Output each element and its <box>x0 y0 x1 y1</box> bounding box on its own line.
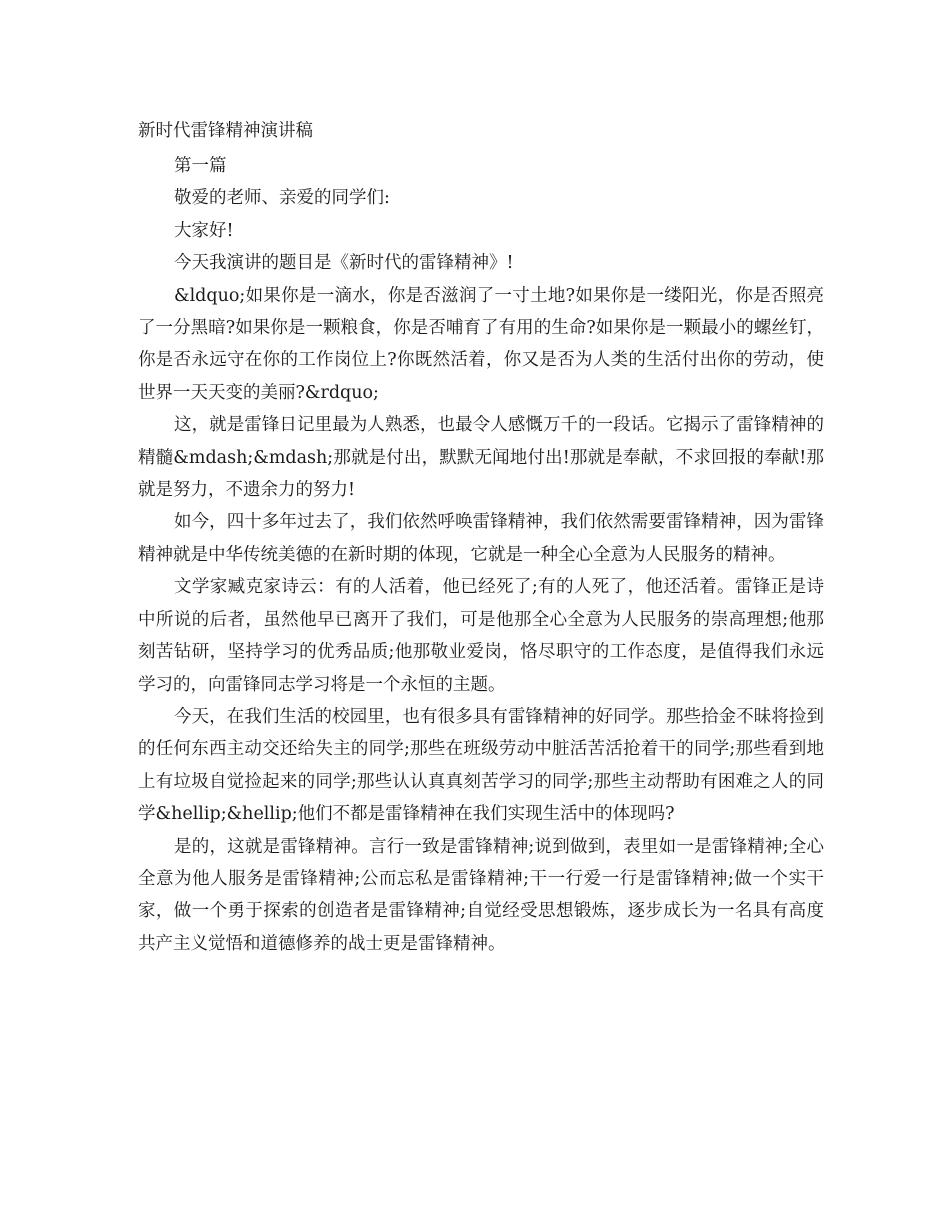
body-paragraph: &ldquo;如果你是一滴水，你是否滋润了一寸土地?如果你是一缕阳光，你是否照亮了一分黑暗?如果你是一颗粮食，你是否哺育了有用的生命?如果你是一颗最小的螺丝钉，你是否永远守在你的工作岗位上?你既然活着，你又是否为人类的生活付出你的劳动，使世界一天天变的美丽?&rdquo; <box>138 285 824 403</box>
greeting: 大家好! <box>174 220 234 241</box>
body-paragraph: 这，就是雷锋日记里最为人熟悉，也最令人感慨万千的一段话。它揭示了雷锋精神的精髓&mdash;&mdash;那就是付出，默默无闻地付出!那就是奉献，不求回报的奉献!那就是努力，不遗余力的努力! <box>138 415 824 501</box>
document-page <box>138 115 824 960</box>
salutation: 敬爱的老师、亲爱的同学们: <box>174 188 390 209</box>
body-paragraph: 今天，在我们生活的校园里，也有很多具有雷锋精神的好同学。那些拾金不昧将捡到的任何东西主动交还给失主的同学;那些在班级劳动中脏活苦活抢着干的同学;那些看到地上有垃圾自觉捡起来的同学;那些认认真真刻苦学习的同学;那些主动帮助有困难之人的同学&hellip;&hellip;他们不都是雷锋精神在我们实现生活中的体现吗? <box>138 706 824 825</box>
body-paragraph: 文学家臧克家诗云：有的人活着，他已经死了;有的人死了，他还活着。雷锋正是诗中所说的后者，虽然他早已离开了我们，可是他那全心全意为人民服务的崇高理想;他那刻苦钻研，坚持学习的优秀品质;他那敬业爱岗，恪尽职守的工作态度，是值得我们永远学习的，向雷锋同志学习将是一个永恒的主题。 <box>138 577 824 695</box>
document-title: 新时代雷锋精神演讲稿 <box>138 121 313 141</box>
section-heading: 第一篇 <box>174 156 227 176</box>
body-paragraph: 如今，四十多年过去了，我们依然呼唤雷锋精神，我们依然需要雷锋精神，因为雷锋精神就是中华传统美德的在新时期的体现，它就是一种全心全意为人民服务的精神。 <box>138 512 824 565</box>
body-paragraph: 是的，这就是雷锋精神。言行一致是雷锋精神;说到做到，表里如一是雷锋精神;全心全意为他人服务是雷锋精神;公而忘私是雷锋精神;干一行爱一行是雷锋精神;做一个实干家，做一个勇于探索的创造者是雷锋精神;自觉经受思想锻炼，逐步成长为一名具有高度共产主义觉悟和道德修养的战士更是雷锋精神。 <box>138 836 824 954</box>
speech-topic: 今天我演讲的题目是《新时代的雷锋精神》! <box>174 253 514 274</box>
